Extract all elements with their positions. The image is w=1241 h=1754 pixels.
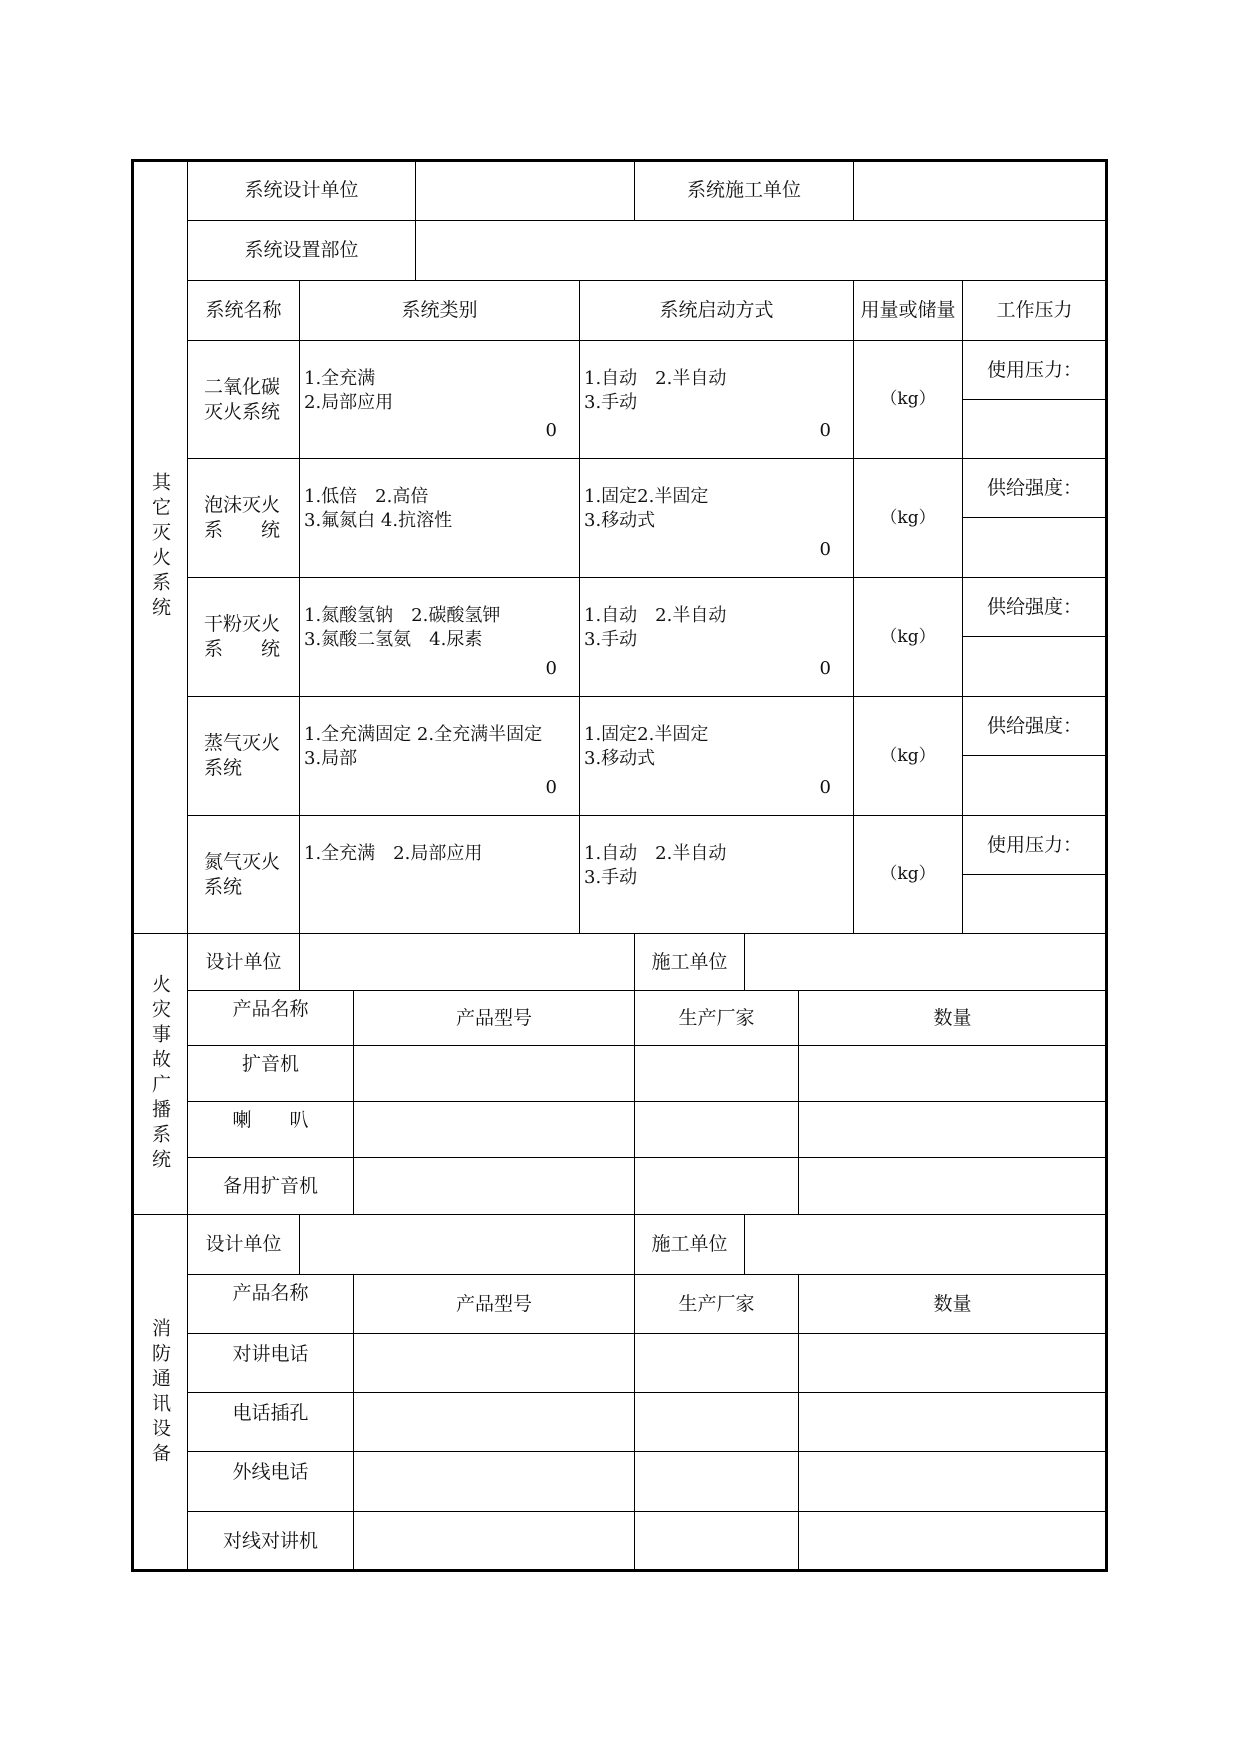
- start-mode-cell: [580, 816, 854, 934]
- pressure-field: [963, 518, 1107, 578]
- start-mode-cell: [580, 578, 854, 697]
- quantity-field: [799, 1452, 1107, 1512]
- amount-unit: （kg）: [854, 341, 963, 459]
- product-name: 外线电话: [188, 1452, 354, 1512]
- construction-unit-label: 施工单位: [635, 934, 745, 991]
- category-options: 1.全充满 2.局部应用: [304, 843, 483, 864]
- header-manufacturer: 生产厂家: [635, 991, 799, 1046]
- construction-unit-field: [745, 1215, 1107, 1275]
- pressure-field: [963, 875, 1107, 934]
- section-title: 其它灭火系统: [149, 471, 171, 622]
- category-options: 1.全充满 2.局部应用: [304, 368, 394, 413]
- product-model-field: [354, 1393, 635, 1452]
- category-cell: [300, 459, 580, 578]
- start-mode-cell: [580, 697, 854, 816]
- product-model-field: [354, 1334, 635, 1393]
- design-unit-field: [300, 934, 635, 991]
- header-product-name: 产品名称: [188, 991, 354, 1046]
- start-mode-cell: [580, 341, 854, 459]
- product-name: 备用扩音机: [188, 1158, 354, 1215]
- category-value: 0: [545, 420, 557, 441]
- header-system-name: 系统名称: [188, 281, 300, 341]
- section-label-communication: [132, 1215, 188, 1571]
- location-label: 系统设置部位: [188, 221, 416, 281]
- start-mode-value: 0: [819, 777, 831, 798]
- header-system-category: 系统类别: [300, 281, 580, 341]
- amount-unit: （kg）: [854, 578, 963, 697]
- section-label-extinguishing: [132, 160, 188, 934]
- header-pressure: 工作压力: [963, 281, 1107, 341]
- category-value: 0: [545, 658, 557, 679]
- product-name: 喇 叭: [188, 1102, 354, 1158]
- fire-system-form: [132, 160, 1107, 1571]
- product-model-field: [354, 1158, 635, 1215]
- pressure-field: [963, 756, 1107, 816]
- construction-unit-field: [854, 160, 1107, 221]
- category-options: 1.低倍 2.高倍 3.氟氮白 4.抗溶性: [304, 486, 453, 531]
- header-model: 产品型号: [354, 991, 635, 1046]
- construction-unit-label: 施工单位: [635, 1215, 745, 1275]
- system-name: 蒸气灭火 系统: [188, 697, 300, 816]
- section-title: 火灾事故广播系统: [149, 974, 171, 1174]
- design-unit-label: 设计单位: [188, 934, 300, 991]
- header-quantity: 数量: [799, 991, 1107, 1046]
- start-mode-options: 1.固定2.半固定 3.移动式: [584, 486, 709, 531]
- category-cell: [300, 816, 580, 934]
- construction-unit-field: [745, 934, 1107, 991]
- quantity-field: [799, 1393, 1107, 1452]
- product-model-field: [354, 1102, 635, 1158]
- manufacturer-field: [635, 1102, 799, 1158]
- start-mode-cell: [580, 459, 854, 578]
- amount-unit: （kg）: [854, 459, 963, 578]
- quantity-field: [799, 1102, 1107, 1158]
- pressure-label: 供给强度：: [963, 459, 1107, 518]
- pressure-field: [963, 637, 1107, 697]
- quantity-field: [799, 1334, 1107, 1393]
- system-name: 二氧化碳 灭火系统: [188, 341, 300, 459]
- category-value: 0: [545, 777, 557, 798]
- start-mode-value: 0: [819, 539, 831, 560]
- design-unit-label: 设计单位: [188, 1215, 300, 1275]
- product-name: 电话插孔: [188, 1393, 354, 1452]
- category-cell: [300, 341, 580, 459]
- start-mode-value: 0: [819, 658, 831, 679]
- header-amount: 用量或储量: [854, 281, 963, 341]
- category-cell: [300, 578, 580, 697]
- system-name: 氮气灭火 系统: [188, 816, 300, 934]
- header-start-mode: 系统启动方式: [580, 281, 854, 341]
- manufacturer-field: [635, 1512, 799, 1571]
- construction-unit-label: 系统施工单位: [635, 160, 854, 221]
- start-mode-value: 0: [819, 420, 831, 441]
- category-options: 1.全充满固定 2.全充满半固定 3.局部: [304, 724, 543, 769]
- manufacturer-field: [635, 1452, 799, 1512]
- category-options: 1.氮酸氢钠 2.碳酸氢钾 3.氮酸二氢氨 4.尿素: [304, 605, 501, 650]
- section-title: 消防通讯设备: [149, 1317, 171, 1468]
- product-name: 扩音机: [188, 1046, 354, 1102]
- amount-unit: （kg）: [854, 816, 963, 934]
- pressure-label: 供给强度：: [963, 697, 1107, 756]
- product-model-field: [354, 1046, 635, 1102]
- manufacturer-field: [635, 1334, 799, 1393]
- design-unit-field: [416, 160, 635, 221]
- quantity-field: [799, 1158, 1107, 1215]
- header-model: 产品型号: [354, 1275, 635, 1334]
- product-name: 对讲电话: [188, 1334, 354, 1393]
- header-manufacturer: 生产厂家: [635, 1275, 799, 1334]
- pressure-label: 使用压力：: [963, 341, 1107, 400]
- category-cell: [300, 697, 580, 816]
- manufacturer-field: [635, 1393, 799, 1452]
- manufacturer-field: [635, 1046, 799, 1102]
- product-name: 对线对讲机: [188, 1512, 354, 1571]
- start-mode-options: 1.固定2.半固定 3.移动式: [584, 724, 709, 769]
- design-unit-label: 系统设计单位: [188, 160, 416, 221]
- start-mode-options: 1.自动 2.半自动 3.手动: [584, 605, 727, 650]
- pressure-label: 使用压力：: [963, 816, 1107, 875]
- header-quantity: 数量: [799, 1275, 1107, 1334]
- design-unit-field: [300, 1215, 635, 1275]
- location-field: [416, 221, 1107, 281]
- manufacturer-field: [635, 1158, 799, 1215]
- section-label-broadcast: [132, 934, 188, 1215]
- amount-unit: （kg）: [854, 697, 963, 816]
- pressure-field: [963, 400, 1107, 459]
- start-mode-options: 1.自动 2.半自动 3.手动: [584, 843, 727, 888]
- pressure-label: 供给强度：: [963, 578, 1107, 637]
- start-mode-options: 1.自动 2.半自动 3.手动: [584, 368, 727, 413]
- quantity-field: [799, 1046, 1107, 1102]
- product-model-field: [354, 1452, 635, 1512]
- header-product-name: 产品名称: [188, 1275, 354, 1334]
- system-name: 泡沫灭火 系 统: [188, 459, 300, 578]
- product-model-field: [354, 1512, 635, 1571]
- system-name: 干粉灭火 系 统: [188, 578, 300, 697]
- quantity-field: [799, 1512, 1107, 1571]
